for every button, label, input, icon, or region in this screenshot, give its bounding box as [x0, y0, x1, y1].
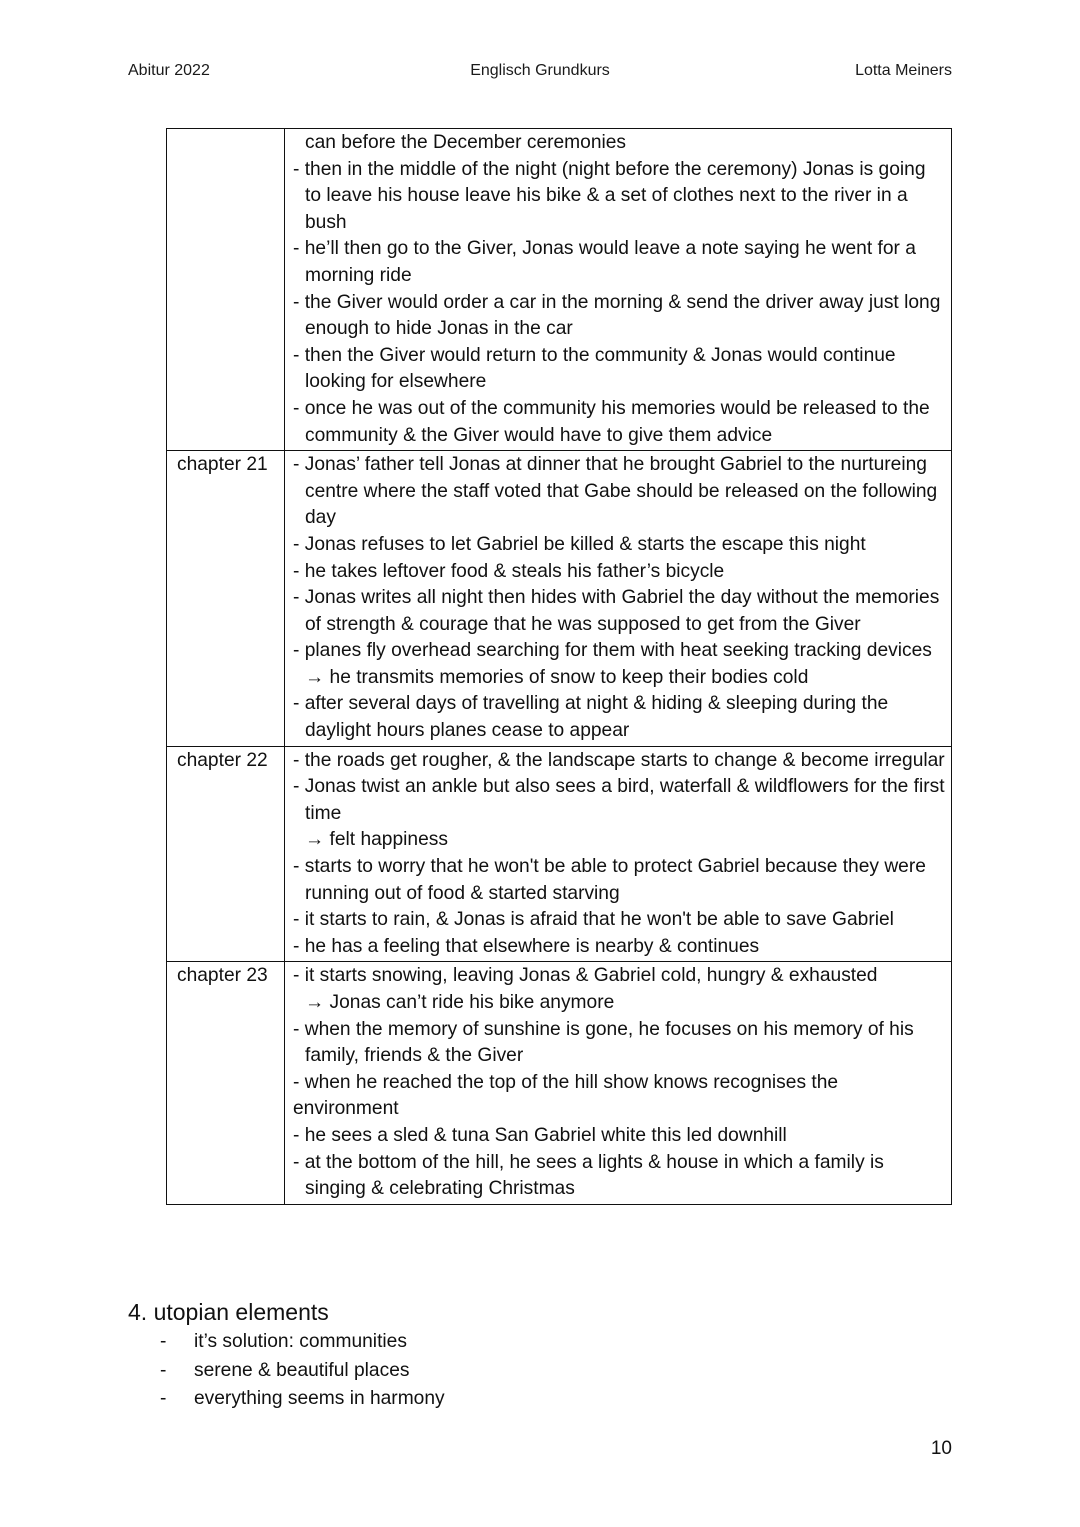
note-line: - Jonas’ father tell Jonas at dinner that he brought Gabriel to the nurtureing centre where the staff voted that Gabe should be released on the following day: [293, 454, 938, 529]
note-line: can before the December ceremonies: [305, 132, 627, 153]
page-header: [128, 62, 952, 88]
table-row: [167, 962, 952, 1204]
chapter-label: chapter 22: [167, 746, 285, 962]
note-line: - starts to worry that he won't be able to protect Gabriel because they were running out of food & started starving: [293, 856, 926, 904]
table-row: [167, 129, 952, 451]
note-line: - when the memory of sunshine is gone, he focuses on his memory of his family, friends & the Giver: [293, 1018, 914, 1067]
utopian-elements-section: [128, 1296, 948, 1414]
note-line: - at the bottom of the hill, he sees a lights & house in which a family is singing & celebrating Christmas: [293, 1151, 884, 1200]
note-line: - Jonas twist an ankle but also sees a bird, waterfall & wildflowers for the first time: [293, 776, 945, 824]
chapter-notes: [285, 129, 952, 451]
note-line: - the roads get rougher, & the landscape starts to change & become irregular: [293, 749, 945, 771]
note-line: → he transmits memories of snow to keep their bodies cold: [305, 666, 809, 688]
chapter-label: [167, 129, 285, 451]
header-left: Abitur 2022: [128, 62, 210, 79]
note-line: → felt happiness: [305, 829, 448, 851]
table-row: [167, 746, 952, 962]
chapter-label: chapter 21: [167, 451, 285, 747]
note-line: - it starts snowing, leaving Jonas & Gabriel cold, hungry & exhausted: [293, 965, 878, 987]
section-title: 4. utopian elements: [128, 1299, 329, 1325]
note-line: - it starts to rain, & Jonas is afraid that he won't be able to save Gabriel: [293, 909, 894, 931]
note-line: - he’ll then go to the Giver, Jonas would leave a note saying he went for a morning ride: [293, 238, 916, 286]
note-line: - when he reached the top of the hill show knows recognises the: [293, 1071, 839, 1093]
chapter-notes: [285, 962, 952, 1204]
note-line: - once he was out of the community his memories would be released to the community & the Giver would have to give them advice: [293, 397, 930, 446]
list-item: - serene & beautiful places: [128, 1357, 948, 1386]
note-line: - then the Giver would return to the community & Jonas would continue looking for elsewhere: [293, 344, 896, 393]
note-line: - he takes leftover food & steals his father’s bicycle: [293, 560, 725, 582]
page-number: 10: [930, 1438, 952, 1459]
note-line: environment: [293, 1098, 399, 1120]
note-line: → Jonas can’t ride his bike anymore: [305, 992, 615, 1013]
list-item: - it’s solution: communities: [128, 1328, 948, 1357]
chapter-label: chapter 23: [167, 962, 285, 1204]
note-line: - after several days of travelling at night & hiding & sleeping during the daylight hours planes cease to appear: [293, 693, 889, 742]
note-line: - then in the middle of the night (night before the ceremony) Jonas is going to leave his house leave his bike & a set of clothes next to the river in a bush: [293, 158, 926, 233]
bullet-list: [128, 1328, 948, 1414]
header-center: Englisch Grundkurs: [470, 62, 610, 79]
chapter-notes: [285, 451, 952, 747]
chapter-notes: [285, 746, 952, 962]
note-line: - Jonas writes all night then hides with Gabriel the day without the memories of strength & courage that he was supposed to get from the Giver: [293, 587, 940, 635]
note-line: - Jonas refuses to let Gabriel be killed & starts the escape this night: [293, 533, 866, 555]
header-right: Lotta Meiners: [855, 62, 952, 79]
note-line: - planes fly overhead searching for them with heat seeking tracking devices: [293, 640, 932, 662]
note-line: - he sees a sled & tuna San Gabriel white this led downhill: [293, 1124, 787, 1146]
list-item: - everything seems in harmony: [128, 1385, 948, 1414]
note-line: - the Giver would order a car in the morning & send the driver away just long enough to hide Jonas in the car: [293, 291, 941, 340]
note-line: - he has a feeling that elsewhere is nearby & continues: [293, 935, 760, 957]
table-row: [167, 451, 952, 747]
chapter-notes-table: [166, 128, 952, 1205]
